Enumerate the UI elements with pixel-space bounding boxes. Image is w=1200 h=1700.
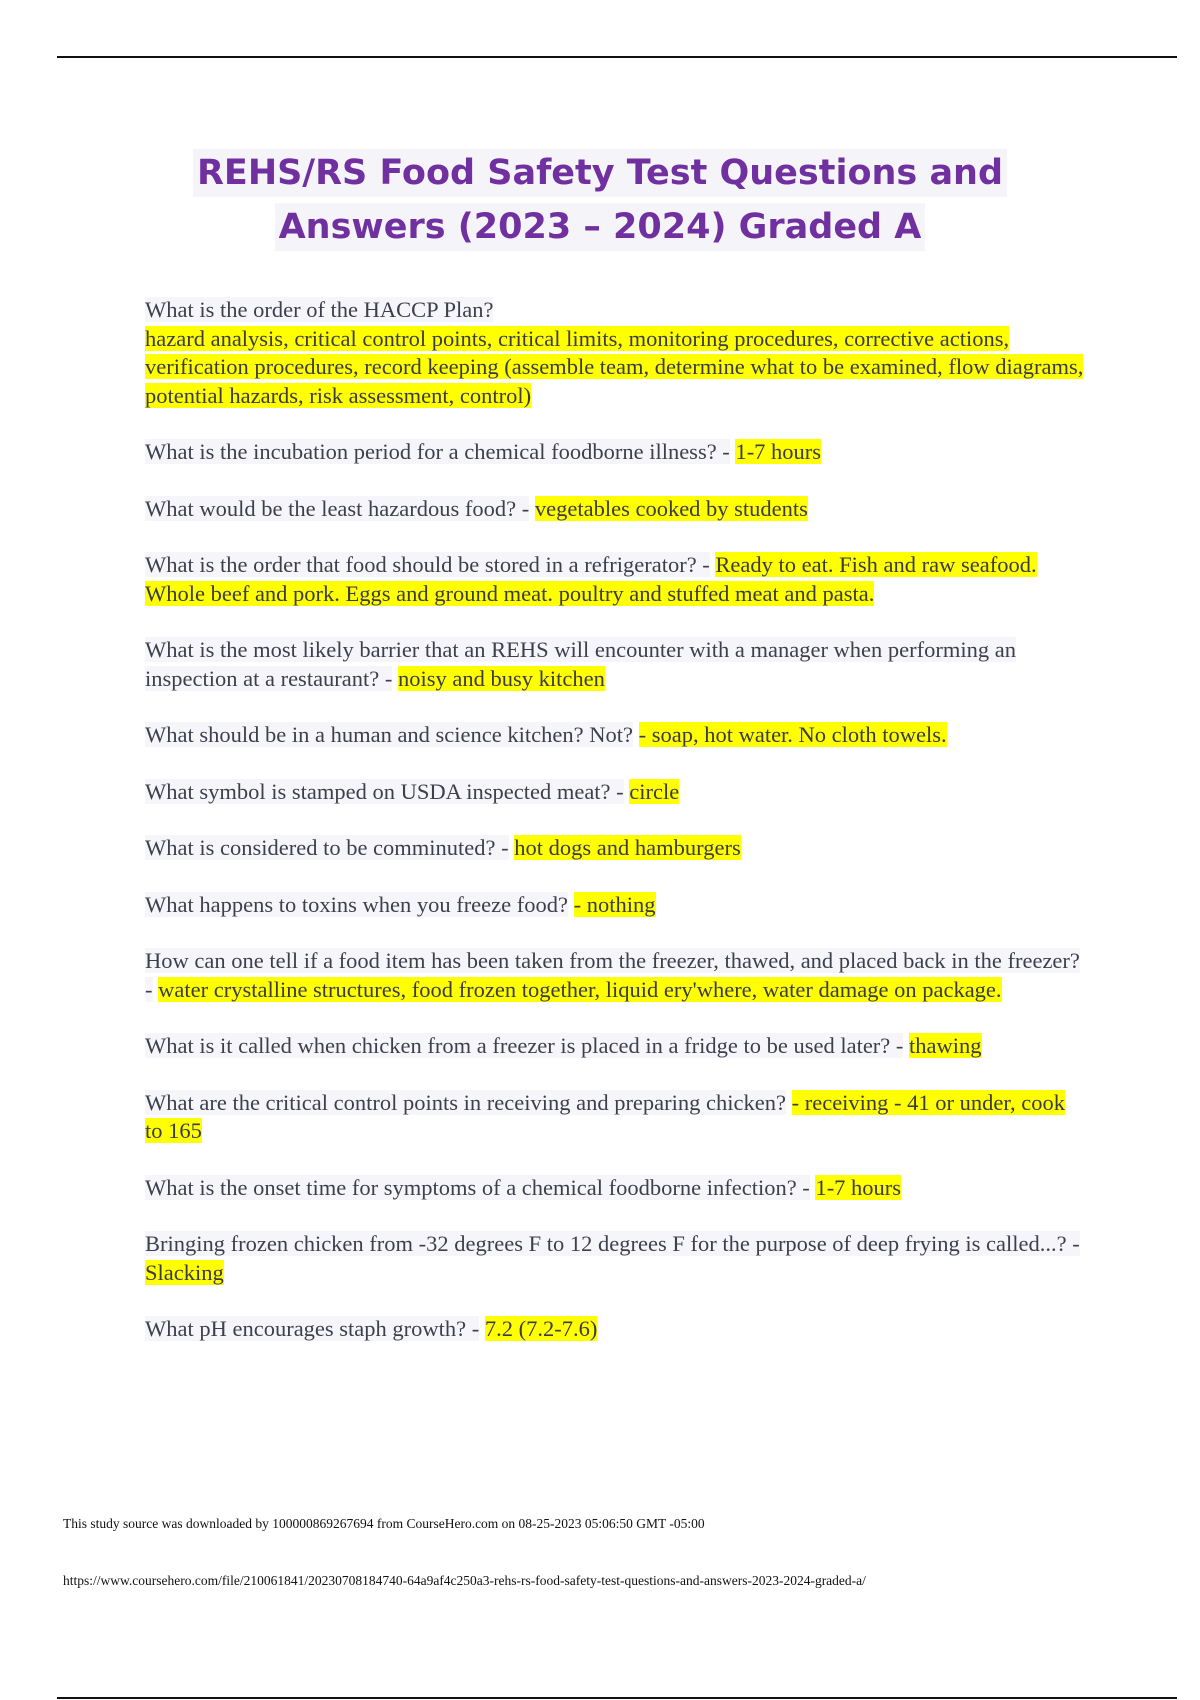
question-text: What is it called when chicken from a freezer is placed in a fridge to be used later? - [145,1033,904,1058]
question-text: What is the most likely barrier that an REHS will encounter with a manager when performing an inspection at a restaurant? - [145,637,1016,691]
answer-highlight: Ready to eat. Fish and raw seafood. Whole beef and pork. Eggs and ground meat. poultry and stuffed meat and pasta. [145,552,1037,606]
answer-highlight: vegetables cooked by students [534,495,808,521]
answer-highlight: - nothing [573,891,656,917]
qa-item [145,1174,1085,1203]
qa-item [145,1230,1085,1287]
qa-item [145,1032,1085,1061]
qa-item [145,721,1085,750]
qa-item [145,1089,1085,1146]
document-title [0,146,1200,254]
answer-highlight: thawing [909,1033,982,1058]
title-line-2: Answers (2023 – 2024) Graded A [275,203,926,251]
question-text: Bringing frozen chicken from -32 degrees F to 12 degrees F for the purpose of deep frying is called...? - [145,1231,1080,1256]
qa-list [145,296,1085,1372]
download-source-note: This study source was downloaded by 100000869267694 from CourseHero.com on 08-25-2023 05:06:50 GMT -05:00 [63,1516,705,1531]
qa-item [145,947,1085,1004]
top-rule [57,56,1177,58]
answer-highlight: - receiving - 41 or under, cook to 165 [145,1089,1065,1143]
qa-item [145,438,1085,467]
source-url: https://www.coursehero.com/file/210061841/20230708184740-64a9af4c250a3-rehs-rs-food-safety-test-questions-and-answers-2023-2024-graded-a/ [63,1573,866,1588]
question-text: How can one tell if a food item has been taken from the freezer, thawed, and placed back in the freezer? - [145,948,1080,1002]
answer-highlight: circle [629,778,680,804]
question-text: What are the critical control points in receiving and preparing chicken? [145,1089,786,1115]
answer-highlight: - soap, hot water. No cloth towels. [638,722,947,747]
answer-highlight: 1-7 hours [815,1174,902,1200]
qa-item [145,778,1085,807]
qa-item [145,834,1085,863]
qa-item [145,296,1085,410]
qa-item [145,636,1085,693]
bottom-rule [57,1697,1177,1699]
question-text: What is the incubation period for a chemical foodborne illness? - [145,439,730,464]
answer-highlight: noisy and busy kitchen [398,665,605,691]
question-text: What symbol is stamped on USDA inspected meat? - [145,778,624,804]
answer-highlight: 7.2 (7.2-7.6) [484,1316,598,1341]
question-text: What happens to toxins when you freeze food? [145,891,568,917]
qa-item [145,495,1085,524]
question-text: What would be the least hazardous food? - [145,495,530,521]
question-text: What is the order of the HACCP Plan? [145,297,494,322]
qa-item [145,551,1085,608]
question-text: What should be in a human and science kitchen? Not? [145,722,633,747]
question-text: What is the order that food should be stored in a refrigerator? - [145,552,710,577]
answer-highlight: water crystalline structures, food frozen together, liquid ery'where, water damage on package. [158,976,1002,1002]
answer-highlight: hot dogs and hamburgers [514,835,741,860]
qa-item [145,1315,1085,1344]
answer-highlight: 1-7 hours [735,439,822,464]
question-text: What is the onset time for symptoms of a chemical foodborne infection? - [145,1174,810,1200]
question-text: What pH encourages staph growth? - [145,1316,480,1341]
question-text: What is considered to be comminuted? - [145,835,509,860]
title-line-1: REHS/RS Food Safety Test Questions and [193,149,1007,197]
qa-item [145,891,1085,920]
answer-highlight: hazard analysis, critical control points, critical limits, monitoring procedures, corrective actions, verification procedures, record keeping (assemble team, determine what to be examined, flow diagrams, potential hazards, risk assessment, control) [145,325,1084,408]
answer-highlight: Slacking [145,1259,224,1285]
